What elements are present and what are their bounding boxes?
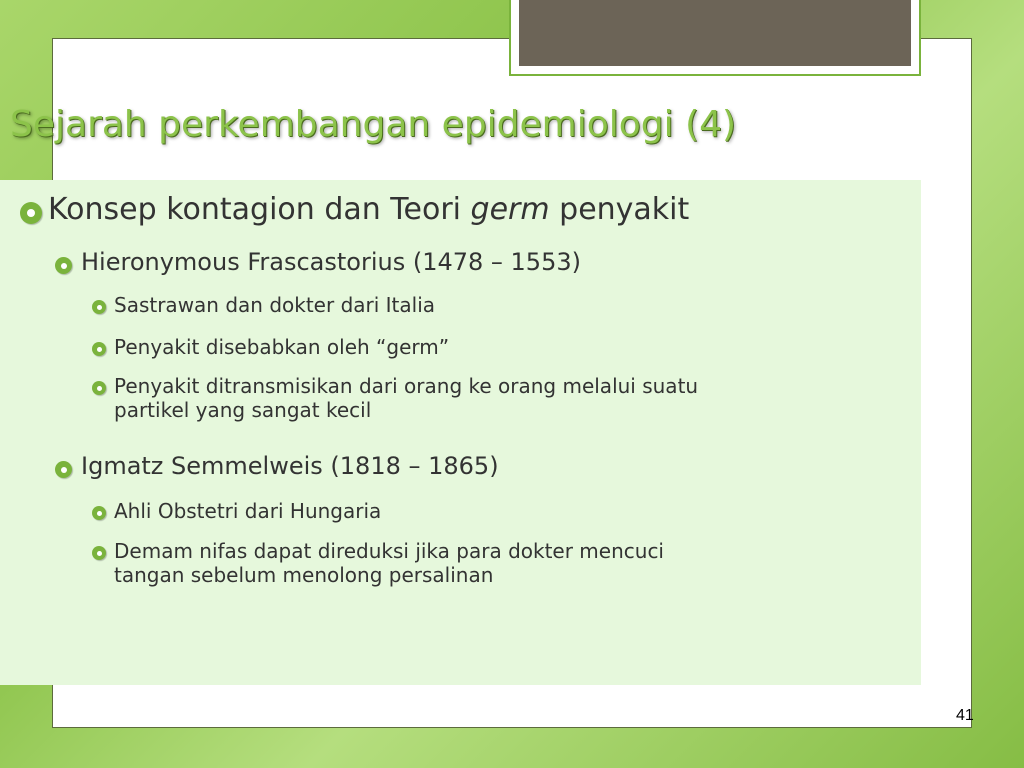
circle-bullet-icon: [55, 257, 72, 274]
circle-bullet-icon: [92, 546, 106, 560]
bullet-text: Hieronymous Frascastorius (1478 – 1553): [81, 248, 581, 276]
circle-bullet-icon: [92, 300, 106, 314]
bullet-text: Konsep kontagion dan Teori germ penyakit: [48, 192, 690, 227]
bullet-level3: [92, 293, 435, 317]
bullet-level3: [92, 499, 381, 523]
bullet-level3: [92, 539, 664, 587]
bullet-level2: [55, 452, 499, 481]
circle-bullet-icon: [92, 342, 106, 356]
bullet-text: Demam nifas dapat direduksi jika para dokter mencuci tangan sebelum menolong persalinan: [114, 539, 664, 587]
bullet-text: Sastrawan dan dokter dari Italia: [114, 293, 436, 317]
slide-title: Sejarah perkembangan epidemiologi (4): [10, 104, 737, 145]
bullet-level2: [55, 248, 581, 277]
photo-placeholder: [519, 0, 911, 66]
bullet-level3: [92, 335, 449, 359]
photo-frame: [509, 0, 921, 76]
bullet-text: Igmatz Semmelweis (1818 – 1865): [81, 452, 499, 480]
circle-bullet-icon: [92, 506, 106, 520]
circle-bullet-icon: [92, 381, 106, 395]
circle-bullet-icon: [20, 202, 42, 224]
slide-number: 41: [956, 707, 974, 724]
bullet-text: Penyakit ditransmisikan dari orang ke orang melalui suatu partikel yang sangat kecil: [114, 374, 699, 422]
bullet-text: Ahli Obstetri dari Hungaria: [114, 499, 382, 523]
bullet-text: Penyakit disebabkan oleh “germ”: [114, 335, 450, 359]
circle-bullet-icon: [55, 461, 72, 478]
bullet-level1: [20, 192, 689, 228]
bullet-level3: [92, 374, 698, 422]
